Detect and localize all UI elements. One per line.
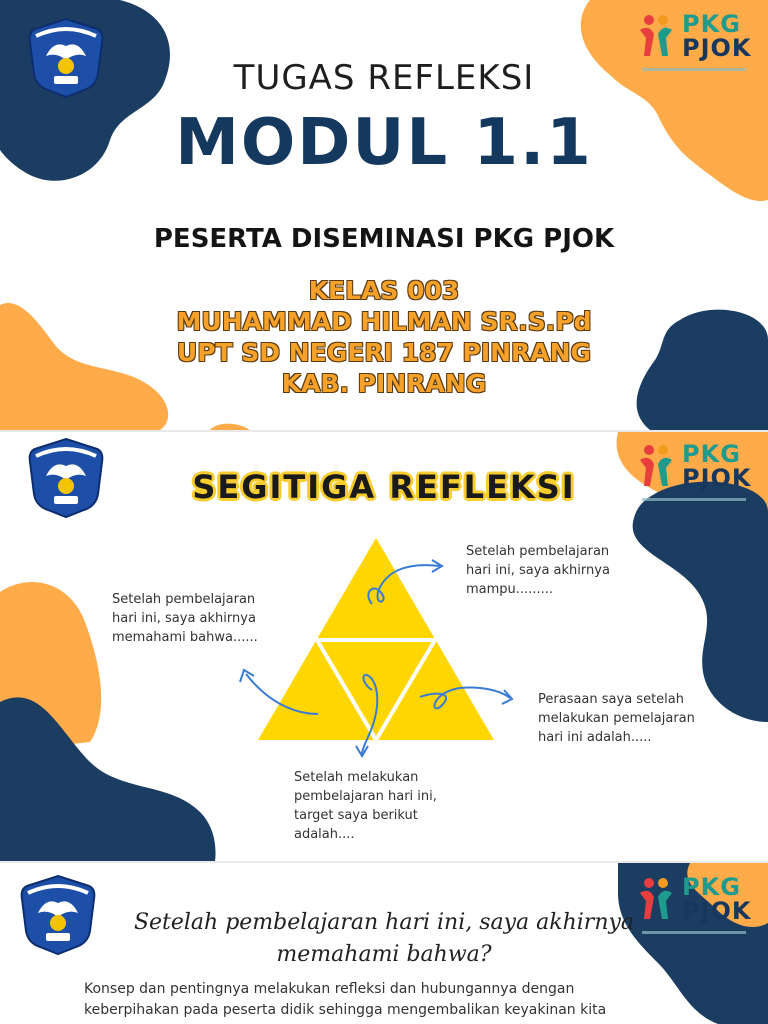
logo-text-pjok: PJOK [682, 897, 752, 925]
note-line: Setelah pembelajaran [112, 592, 256, 607]
paragraph-line: keberpihakan pada peserta didik sehingga mengembalikan keyakinan kita [84, 1002, 607, 1018]
logo-text-pkg: PKG [682, 10, 741, 38]
note-line: melakukan pemelajaran [538, 711, 695, 726]
pkg-pjok-figures-icon [636, 12, 676, 62]
slide-title: SEGITIGA REFLEKSI [192, 468, 576, 506]
note-line: memahami bahwa...... [112, 630, 258, 645]
note-line: adalah.... [294, 827, 355, 842]
note-ability [466, 542, 610, 599]
reflection-triangle-slide [0, 432, 768, 861]
logo-text-pjok: PJOK [682, 464, 752, 492]
question-line: memahami bahwa? [276, 942, 492, 967]
note-line: mampu......... [466, 582, 553, 597]
logo-text-pkg: PKG [682, 440, 741, 468]
note-line: hari ini adalah..... [538, 730, 652, 745]
cover-slide [0, 0, 768, 430]
note-line: Perasaan saya setelah [538, 692, 684, 707]
participant-heading: PESERTA DISEMINASI PKG PJOK [153, 224, 615, 254]
author-name: MUHAMMAD HILMAN SR.S.Pd [176, 307, 592, 336]
logo-text-pjok: PJOK [682, 34, 752, 62]
school-name: UPT SD NEGERI 187 PINRANG [176, 338, 592, 367]
question-heading [0, 907, 768, 971]
note-line: Setelah pembelajaran [466, 544, 610, 559]
note-target [294, 768, 437, 844]
understanding-slide [0, 863, 768, 1024]
logo-text-pkg: PKG [682, 873, 741, 901]
task-title: TUGAS REFLEKSI [233, 58, 535, 98]
note-line: Setelah melakukan [294, 770, 419, 785]
regency-name: KAB. PINRANG [281, 369, 487, 398]
note-line: hari ini, saya akhirnya [466, 563, 610, 578]
note-understanding [112, 590, 258, 647]
note-line: target saya berikut [294, 808, 418, 823]
question-line: Setelah pembelajaran hari ini, saya akhirnya [133, 910, 635, 935]
note-line: hari ini, saya akhirnya [112, 611, 256, 626]
note-feeling [538, 690, 695, 747]
module-title: MODUL 1.1 [175, 106, 593, 180]
paragraph-line: Konsep dan pentingnya melakukan refleksi dan hubungannya dengan [84, 981, 575, 997]
class-line: KELAS 003 [308, 276, 460, 305]
note-line: pembelajaran hari ini, [294, 789, 437, 804]
answer-paragraph [84, 979, 644, 1021]
